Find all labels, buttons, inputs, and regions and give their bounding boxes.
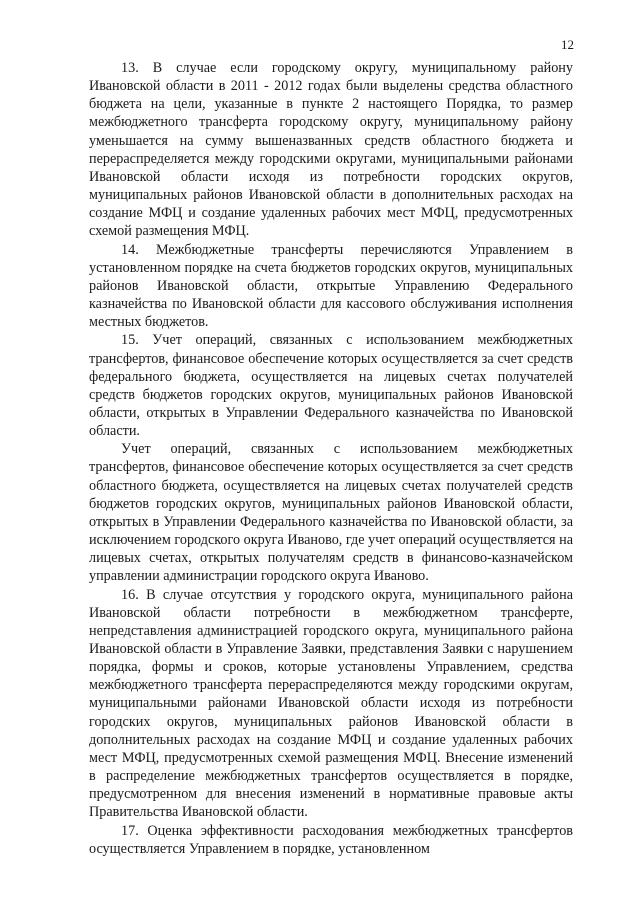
paragraph-14: 14. Межбюджетные трансферты перечисляются Управлением в установленном порядке на счета бюджетов городских округов, муниципальных районов Ивановской области, открытые Управлению Федерального казначейства по Ивановской области для кассового обслуживания исполнения местных бюджетов.	[89, 241, 573, 331]
paragraph-17: 17. Оценка эффективности расходования межбюджетных трансфертов осуществляется Управлением в порядке, установленном	[89, 822, 573, 857]
page-number: 12	[561, 37, 574, 52]
paragraph-16: 16. В случае отсутствия у городского округа, муниципального района Ивановской области потребности в межбюджетном трансферте, непредставления администрацией городского округа, муниципального района Ивановской области в Управление Заявки, представления Заявки с нарушением порядка, формы и сроков, которые установлены Управлением, средства межбюджетного трансферта перераспределяются между городскими округам, муниципальными районами Ивановской области исходя из потребности городских округов, муниципальных районов Ивановской области в дополнительных расходах на создание МФЦ и создание удаленных рабочих мест МФЦ, предусмотренных схемой размещения МФЦ. Внесение изменений в распределение межбюджетных трансфертов осуществляется в порядке, предусмотренном для внесения изменений в нормативные правовые акты Правительства Ивановской области.	[89, 586, 573, 821]
paragraph-13: 13. В случае если городскому округу, муниципальному району Ивановской области в 2011 - 2012 годах были выделены средства областного бюджета на цели, указанные в пункте 2 настоящего Порядка, то размер межбюджетного трансферта городскому округу, муниципальному району уменьшается на сумму вышеназванных средств областного бюджета и перераспределяется между городскими округами, муниципальными районами Ивановской области исходя из потребности городских округов, муниципальных районов Ивановской области в дополнительных расходах на создание МФЦ и создание удаленных рабочих мест МФЦ, предусмотренных схемой размещения МФЦ.	[89, 60, 573, 240]
paragraph-15: 15. Учет операций, связанных с использованием межбюджетных трансфертов, финансовое обеспечение которых осуществляется за счет средств федерального бюджета, осуществляется на лицевых счетах получателей средств бюджетов городских округов, муниципальных районов Ивановской области, открытых в Управлении Федерального казначейства по Ивановской области.	[89, 332, 573, 440]
paragraph-15-continued: Учет операций, связанных с использованием межбюджетных трансфертов, финансовое обеспечение которых осуществляется за счет средств областного бюджета, осуществляется на лицевых счетах получателей средств бюджетов городских округов, муниципальных районов Ивановской области, открытых в Управлении Федерального казначейства по Ивановской области, за исключением городского округа Иваново, где учет операций осуществляется на лицевых счетах, открытых получателям средств в финансово-казначейском управлении администрации городского округа Иваново.	[89, 441, 573, 585]
document-body	[89, 59, 573, 858]
